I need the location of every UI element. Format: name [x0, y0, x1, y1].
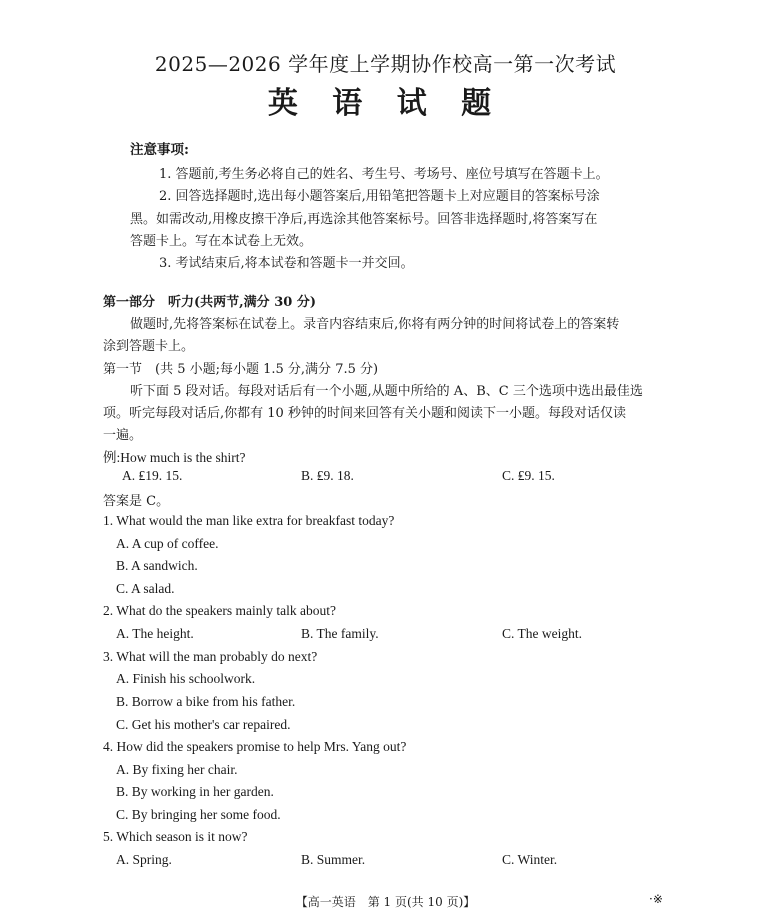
section1-line: 项。听完每段对话后,你都有 10 秒钟的时间来回答有关小题和阅读下一小题。每段对话仅读 — [103, 406, 626, 421]
question-option: B. Borrow a bike from his father. — [116, 694, 296, 709]
question-option: A. By fixing her chair. — [116, 762, 238, 777]
exam-title: 2025—2026 学年度上学期协作校高一第一次考试 — [154, 52, 617, 76]
example-option-c: C. ₤9. 15. — [502, 468, 555, 483]
section1-line: 一遍。 — [103, 428, 143, 443]
question-option: A. The height. — [116, 626, 194, 641]
example-answer: 答案是 C。 — [103, 494, 170, 509]
question-option: C. The weight. — [502, 626, 582, 641]
notice-line: 黑。如需改动,用橡皮擦干净后,再选涂其他答案标号。回答非选择题时,将答案写在 — [130, 212, 598, 227]
notice-heading: 注意事项: — [130, 142, 189, 158]
part1-heading: 第一部分 听力(共两节,满分 30 分) — [103, 295, 316, 310]
question-option: B. By working in her garden. — [116, 784, 274, 799]
section1-heading: 第一节 (共 5 小题;每小题 1.5 分,满分 7.5 分) — [103, 362, 379, 377]
example-option-a: A. ₤19. 15. — [122, 468, 183, 483]
notice-line: 答题卡上。写在本试卷上无效。 — [130, 234, 313, 249]
question-option: A. A cup of coffee. — [116, 536, 219, 551]
question-option: B. Summer. — [301, 852, 366, 867]
part1-intro-line: 涂到答题卡上。 — [103, 339, 195, 354]
subject-title: 英 语 试 题 — [267, 86, 504, 121]
question-option: A. Spring. — [116, 852, 172, 867]
question-option: B. The family. — [301, 626, 379, 641]
question-stem: 1. What would the man like extra for breakfast today? — [103, 513, 395, 528]
question-option: C. By bringing her some food. — [116, 807, 281, 822]
question-stem: 5. Which season is it now? — [103, 829, 248, 844]
question-option: B. A sandwich. — [116, 558, 198, 573]
notice-line: 3. 考试结束后,将本试卷和答题卡一并交回。 — [159, 256, 414, 271]
example-question: 例:How much is the shirt? — [103, 450, 246, 465]
page-footer: 【高一英语 第 1 页(共 10 页)】 — [295, 895, 476, 909]
notice-line: 1. 答题前,考生务必将自己的姓名、考生号、考场号、座位号填写在答题卡上。 — [159, 167, 609, 182]
question-option: C. Winter. — [502, 852, 558, 867]
notice-line: 2. 回答选择题时,选出每小题答案后,用铅笔把答题卡上对应题目的答案标号涂 — [159, 189, 600, 204]
question-option: C. Get his mother's car repaired. — [116, 717, 291, 732]
question-stem: 3. What will the man probably do next? — [103, 649, 318, 664]
page-mark: ·※ — [649, 892, 663, 906]
section1-line: 听下面 5 段对话。每段对话后有一个小题,从题中所给的 A、B、C 三个选项中选出最佳选 — [130, 384, 643, 399]
example-option-b: B. ₤9. 18. — [301, 468, 354, 483]
question-option: C. A salad. — [116, 581, 175, 596]
question-stem: 4. How did the speakers promise to help Mrs. Yang out? — [103, 739, 407, 754]
question-stem: 2. What do the speakers mainly talk about? — [103, 603, 336, 618]
question-option: A. Finish his schoolwork. — [116, 671, 256, 686]
part1-intro-line: 做题时,先将答案标在试卷上。录音内容结束后,你将有两分钟的时间将试卷上的答案转 — [130, 317, 620, 332]
